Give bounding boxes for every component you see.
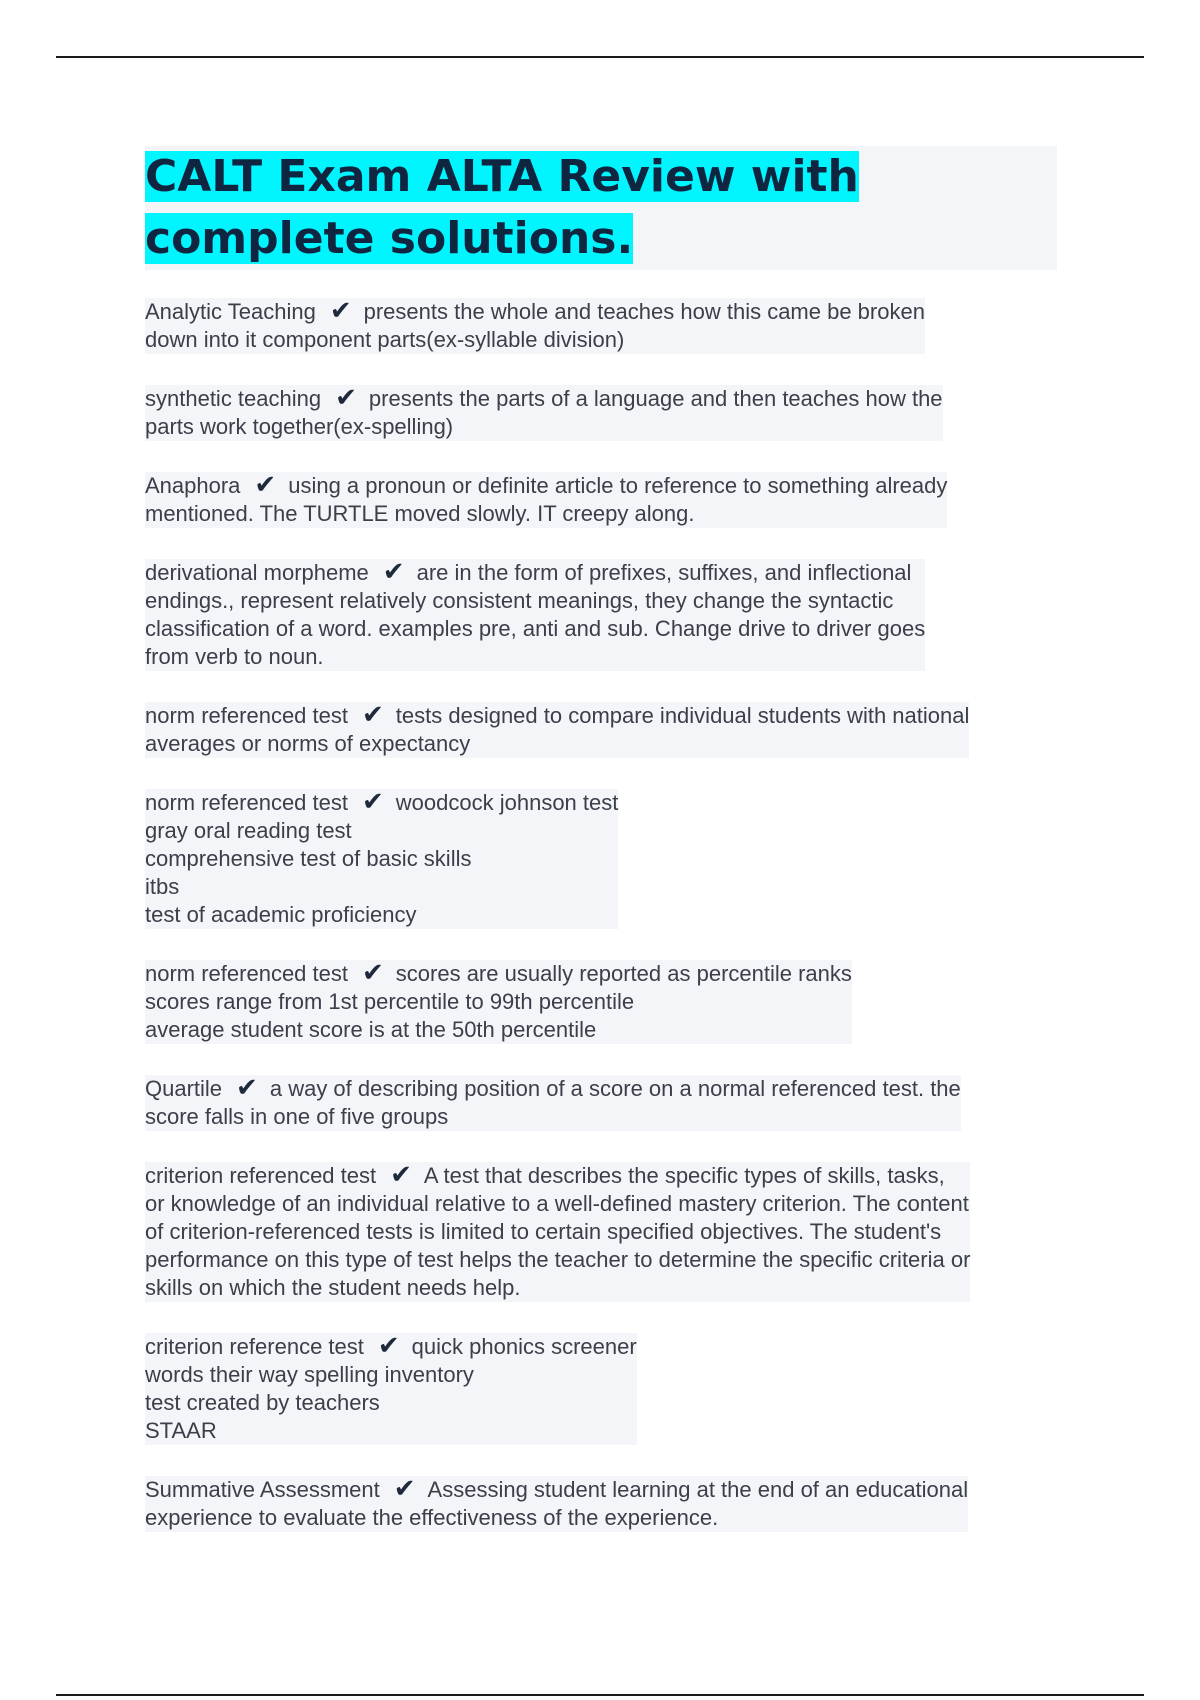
entry-definition-text: averages or norms of expectancy bbox=[145, 731, 471, 756]
entry-definition-line bbox=[145, 1190, 970, 1218]
entry-definition-text: quick phonics screener bbox=[411, 1334, 637, 1359]
entry-term: Quartile bbox=[145, 1076, 223, 1101]
entry-definition-line bbox=[145, 1246, 970, 1274]
check-icon: ✔ bbox=[382, 557, 405, 587]
top-rule bbox=[56, 56, 1144, 58]
entry-list bbox=[145, 298, 1057, 1563]
check-icon: ✔ bbox=[254, 470, 277, 500]
entry-definition-text: scores range from 1st percentile to 99th percentile bbox=[145, 989, 635, 1014]
check-icon: ✔ bbox=[390, 1160, 412, 1190]
entry-first-line bbox=[145, 1476, 968, 1504]
entry-definition-text: comprehensive test of basic skills bbox=[145, 846, 472, 871]
entry-definition-text: from verb to noun. bbox=[145, 644, 324, 669]
entry-definition-line bbox=[145, 988, 852, 1016]
entry-definition-line bbox=[145, 413, 943, 441]
entry-definition-text: skills on which the student needs help. bbox=[145, 1275, 521, 1300]
entry-block bbox=[145, 960, 1057, 1075]
flashcard-entry bbox=[145, 1075, 961, 1131]
entry-definition-text: classification of a word. examples pre, anti and sub. Change drive to driver goes bbox=[145, 616, 926, 641]
entry-definition-text: endings., represent relatively consistent meanings, they change the syntactic bbox=[145, 588, 894, 613]
entry-block bbox=[145, 298, 1057, 385]
entry-definition-text: woodcock johnson test bbox=[395, 790, 619, 815]
entry-definition-text: experience to evaluate the effectiveness of the experience. bbox=[145, 1505, 719, 1530]
entry-block bbox=[145, 702, 1057, 789]
flashcard-entry bbox=[145, 472, 947, 528]
entry-definition-text: are in the form of prefixes, suffixes, and inflectional bbox=[416, 560, 912, 585]
entry-block bbox=[145, 472, 1057, 559]
flashcard-entry bbox=[145, 1476, 968, 1532]
entry-block bbox=[145, 385, 1057, 472]
entry-term: norm referenced test bbox=[145, 790, 348, 815]
flashcard-entry bbox=[145, 559, 925, 671]
entry-definition-line bbox=[145, 643, 925, 671]
entry-first-line bbox=[145, 298, 925, 326]
bottom-rule bbox=[56, 1694, 1144, 1696]
entry-definition-text: test of academic proficiency bbox=[145, 902, 417, 927]
entry-definition-text: STAAR bbox=[145, 1418, 217, 1443]
entry-definition-text: scores are usually reported as percentile ranks bbox=[395, 961, 852, 986]
page-title-text: CALT Exam ALTA Review with complete solutions. bbox=[145, 151, 859, 264]
entry-term: norm referenced test bbox=[145, 703, 348, 728]
entry-definition-line bbox=[145, 1389, 637, 1417]
entry-definition-line bbox=[145, 1361, 637, 1389]
entry-definition-text: mentioned. The TURTLE moved slowly. IT creepy along. bbox=[145, 501, 695, 526]
flashcard-entry bbox=[145, 1333, 637, 1445]
entry-definition-text: a way of describing position of a score on a normal referenced test. the bbox=[269, 1076, 961, 1101]
check-icon: ✔ bbox=[361, 958, 384, 988]
entry-definition-text: presents the whole and teaches how this came be broken bbox=[363, 299, 925, 324]
flashcard-entry bbox=[145, 702, 969, 758]
entry-definition-line bbox=[145, 615, 925, 643]
entry-block bbox=[145, 789, 1057, 960]
flashcard-entry bbox=[145, 298, 925, 354]
entry-definition-text: Assessing student learning at the end of an educational bbox=[427, 1477, 969, 1502]
entry-definition-line bbox=[145, 1016, 852, 1044]
entry-definition-text: or knowledge of an individual relative to a well-defined mastery criterion. The content bbox=[145, 1191, 969, 1216]
flashcard-entry bbox=[145, 1162, 970, 1302]
page-title bbox=[145, 146, 1057, 270]
entry-definition-line bbox=[145, 901, 618, 929]
entry-block bbox=[145, 1162, 1057, 1333]
entry-first-line bbox=[145, 960, 852, 988]
entry-term: Analytic Teaching bbox=[145, 299, 316, 324]
check-icon: ✔ bbox=[329, 296, 352, 326]
entry-definition-text: performance on this type of test helps the teacher to determine the specific criteria or bbox=[145, 1247, 971, 1272]
entry-definition-text: test created by teachers bbox=[145, 1390, 380, 1415]
entry-block bbox=[145, 1333, 1057, 1476]
entry-definition-line bbox=[145, 326, 925, 354]
entry-definition-line bbox=[145, 873, 618, 901]
entry-first-line bbox=[145, 1075, 961, 1103]
title-block bbox=[145, 146, 1057, 270]
entry-definition-text: words their way spelling inventory bbox=[145, 1362, 474, 1387]
document-body bbox=[145, 146, 1057, 1563]
entry-definition-text: tests designed to compare individual students with national bbox=[395, 703, 970, 728]
check-icon: ✔ bbox=[393, 1474, 416, 1504]
entry-term: norm referenced test bbox=[145, 961, 348, 986]
entry-definition-text: parts work together(ex-spelling) bbox=[145, 414, 454, 439]
flashcard-entry bbox=[145, 960, 852, 1044]
entry-first-line bbox=[145, 472, 947, 500]
entry-term: derivational morpheme bbox=[145, 560, 369, 585]
entry-term: Anaphora bbox=[145, 473, 241, 498]
entry-definition-line bbox=[145, 1274, 970, 1302]
entry-definition-line bbox=[145, 845, 618, 873]
entry-definition-text: of criterion-referenced tests is limited to certain specified objectives. The student's bbox=[145, 1219, 942, 1244]
entry-first-line bbox=[145, 1162, 970, 1190]
check-icon: ✔ bbox=[361, 700, 384, 730]
entry-definition-line bbox=[145, 817, 618, 845]
entry-first-line bbox=[145, 385, 943, 413]
entry-definition-text: average student score is at the 50th percentile bbox=[145, 1017, 597, 1042]
entry-term: criterion referenced test bbox=[145, 1163, 377, 1188]
entry-term: criterion reference test bbox=[145, 1334, 364, 1359]
check-icon: ✔ bbox=[335, 383, 357, 413]
entry-definition-text: presents the parts of a language and then teaches how the bbox=[368, 386, 943, 411]
entry-definition-text: using a pronoun or definite article to reference to something already bbox=[288, 473, 948, 498]
flashcard-entry bbox=[145, 789, 618, 929]
entry-first-line bbox=[145, 702, 969, 730]
entry-first-line bbox=[145, 789, 618, 817]
entry-definition-line bbox=[145, 587, 925, 615]
entry-definition-text: down into it component parts(ex-syllable division) bbox=[145, 327, 625, 352]
entry-definition-line bbox=[145, 1103, 961, 1131]
entry-block bbox=[145, 1476, 1057, 1563]
entry-definition-text: score falls in one of five groups bbox=[145, 1104, 449, 1129]
entry-block bbox=[145, 559, 1057, 702]
check-icon: ✔ bbox=[361, 787, 384, 817]
entry-term: synthetic teaching bbox=[145, 386, 322, 411]
entry-definition-line bbox=[145, 1417, 637, 1445]
entry-first-line bbox=[145, 559, 925, 587]
entry-definition-text: gray oral reading test bbox=[145, 818, 352, 843]
check-icon: ✔ bbox=[377, 1331, 400, 1361]
entry-definition-text: A test that describes the specific types of skills, tasks, bbox=[423, 1163, 945, 1188]
entry-block bbox=[145, 1075, 1057, 1162]
check-icon: ✔ bbox=[236, 1073, 258, 1103]
entry-definition-line bbox=[145, 1504, 968, 1532]
entry-definition-line bbox=[145, 1218, 970, 1246]
entry-definition-text: itbs bbox=[145, 874, 180, 899]
entry-first-line bbox=[145, 1333, 637, 1361]
entry-definition-line bbox=[145, 730, 969, 758]
flashcard-entry bbox=[145, 385, 943, 441]
entry-term: Summative Assessment bbox=[145, 1477, 380, 1502]
entry-definition-line bbox=[145, 500, 947, 528]
